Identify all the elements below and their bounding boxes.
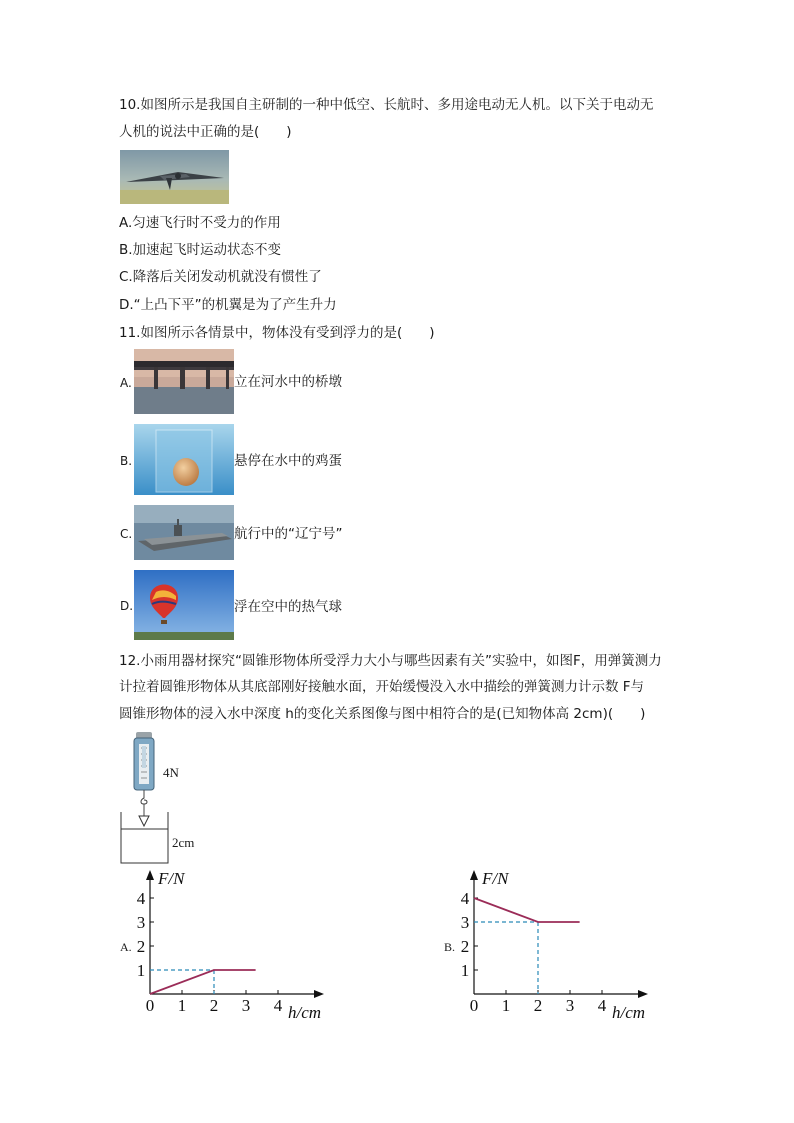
x-tick-label: 2 (209, 996, 219, 1015)
y-axis-arrow (470, 870, 478, 880)
y-tick-label: 1 (136, 961, 146, 980)
q11-option-c-text: 航行中的“辽宁号” (234, 526, 343, 542)
q10-stem-line1: 10.如图所示是我国自主研制的一种中低空、长航时、多用途电动无人机。以下关于电动无 (119, 97, 654, 113)
x-axis-arrow (314, 990, 324, 998)
x-axis-label: h/cm (288, 1003, 322, 1022)
y-axis-arrow (146, 870, 154, 880)
q11-stem: 11.如图所示各情景中，物体没有受到浮力的是( ) (119, 325, 435, 341)
hot-air-balloon-image (134, 570, 234, 640)
spring-scale-setup-figure (118, 732, 178, 864)
x-axis-arrow (638, 990, 648, 998)
y-tick-label: 2 (136, 937, 146, 956)
aircraft-carrier-image (134, 505, 234, 560)
q10-option-c: C.降落后关闭发动机就没有惯性了 (119, 269, 322, 285)
x-tick-label: 4 (273, 996, 283, 1015)
graph-b-chart (452, 870, 664, 1026)
x-tick-label: 2 (533, 996, 543, 1015)
q10-option-d: D.“上凸下平”的机翼是为了产生升力 (119, 297, 337, 313)
q10-option-b: B.加速起飞时运动状态不变 (119, 242, 282, 258)
q11-option-b-label: B. (120, 454, 133, 468)
x-tick-label: 1 (177, 996, 187, 1015)
y-tick-label: 3 (136, 913, 146, 932)
y-tick-label: 2 (460, 937, 470, 956)
y-axis-label: F/N (482, 870, 509, 888)
object-height-label: 2cm (172, 835, 195, 850)
bridge-pier-image (134, 349, 234, 414)
q11-option-a-label: A. (120, 376, 132, 390)
x-axis-label: h/cm (612, 1003, 646, 1022)
graph-a-option-label: A. (120, 940, 132, 954)
q11-option-b-text: 悬停在水中的鸡蛋 (234, 453, 342, 469)
y-axis-label: F/N (158, 870, 185, 888)
q11-option-c-label: C. (120, 527, 133, 541)
egg-in-water-image (134, 424, 234, 495)
graph-a-chart (128, 870, 340, 1026)
y-tick-label: 4 (136, 889, 146, 908)
x-tick-label: 3 (565, 996, 575, 1015)
y-tick-label: 1 (460, 961, 470, 980)
x-tick-label: 1 (501, 996, 511, 1015)
q11-option-a-text: 立在河水中的桥墩 (234, 374, 342, 390)
x-tick-label: 0 (469, 996, 479, 1015)
q10-option-a: A.匀速飞行时不受力的作用 (119, 215, 281, 231)
q12-stem-line1: 12.小雨用器材探究“圆锥形物体所受浮力大小与哪些因素有关”实验中，如图F，用弹簧测力 (119, 653, 662, 669)
q11-option-d-text: 浮在空中的热气球 (234, 599, 342, 615)
data-line (150, 970, 256, 994)
x-tick-label: 0 (145, 996, 155, 1015)
q12-stem-line2: 计拉着圆锥形物体从其底部刚好接触水面，开始缓慢没入水中描绘的弹簧测力计示数 F与 (119, 679, 645, 695)
x-tick-label: 3 (241, 996, 251, 1015)
force-reading-label: 4N (163, 765, 179, 780)
graph-b-option-label: B. (444, 940, 456, 954)
x-tick-label: 4 (597, 996, 607, 1015)
y-tick-label: 4 (460, 889, 470, 908)
q10-stem-line2: 人机的说法中正确的是( ) (119, 124, 292, 140)
drone-image (120, 150, 229, 204)
q12-stem-line3: 圆锥形物体的浸入水中深度 h的变化关系图像与图中相符合的是(已知物体高 2cm)( ) (119, 706, 646, 722)
q11-option-d-label: D. (120, 599, 134, 613)
y-tick-label: 3 (460, 913, 470, 932)
data-line (474, 898, 580, 922)
